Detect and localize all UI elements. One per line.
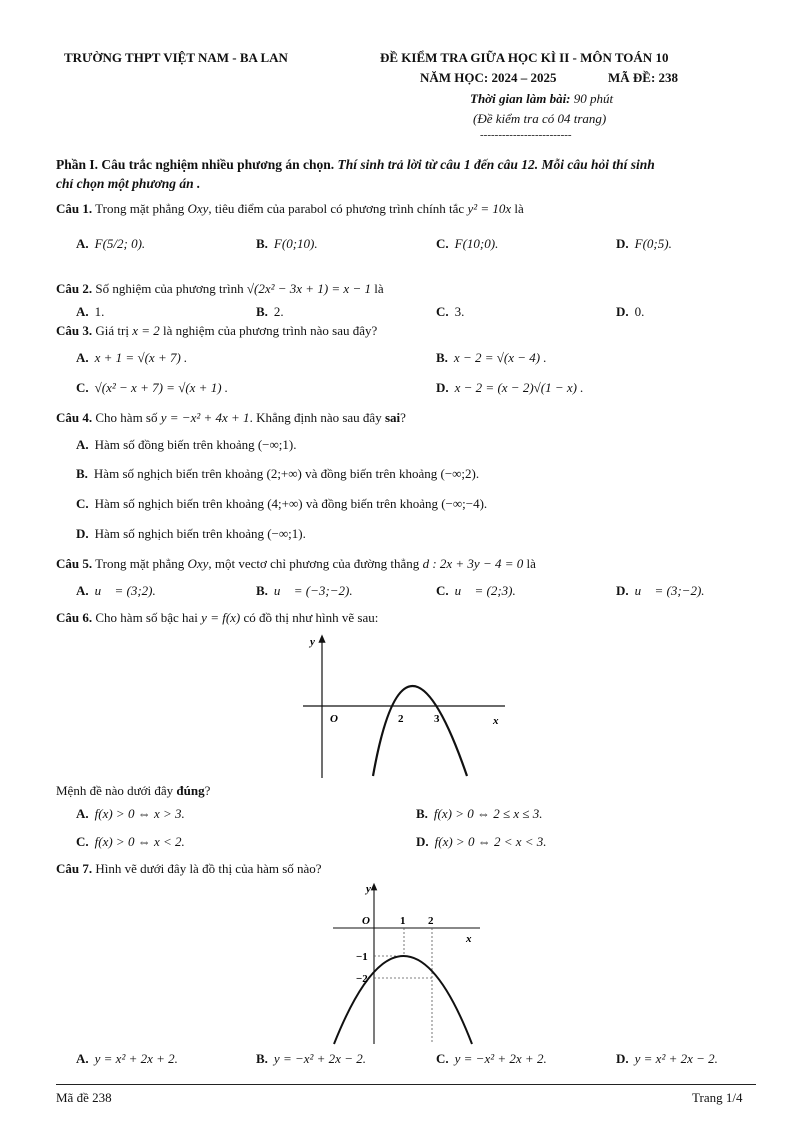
q2-option-a[interactable] xyxy=(76,304,104,320)
q6-x-label: x xyxy=(493,715,499,727)
part1-instruction-2: chỉ chọn một phương án . xyxy=(56,176,201,191)
part1-heading xyxy=(56,157,655,173)
q4-emphasis: sai xyxy=(384,410,401,425)
pages-note: (Đề kiểm tra có 04 trang) xyxy=(473,111,607,126)
q2-option-a-text: 1. xyxy=(94,304,105,319)
q6-parabola xyxy=(373,686,467,776)
q2-option-c-letter: C. xyxy=(436,304,449,319)
question-1 xyxy=(56,201,524,217)
q4-option-b-letter: B. xyxy=(76,466,88,481)
q7-parabola xyxy=(334,956,472,1044)
footer-page: Trang 1/4 xyxy=(692,1090,743,1105)
q5-option-a[interactable] xyxy=(76,583,156,599)
q2-text-a: Số nghiệm của phương trình xyxy=(95,281,244,296)
q5-label: Câu 5. xyxy=(56,556,93,571)
q1-label: Câu 1. xyxy=(56,201,93,216)
q2-option-d-text: 0. xyxy=(634,304,645,319)
q7-option-d[interactable] xyxy=(616,1051,718,1067)
q1-option-c[interactable] xyxy=(436,236,498,252)
q6-equation: y = f(x) xyxy=(201,610,241,625)
q7-option-b-letter: B. xyxy=(256,1051,268,1066)
q1-option-a-text: F(5/2; 0). xyxy=(94,236,146,251)
q7-tick-m1: −1 xyxy=(356,951,368,963)
q6-option-a-letter: A. xyxy=(76,806,89,821)
q2-option-c[interactable] xyxy=(436,304,464,320)
q5-text-b: , một vectơ chỉ phương của đường thẳng xyxy=(208,556,420,571)
q4-option-c[interactable] xyxy=(76,496,487,512)
q7-text-a: Hình vẽ dưới đây là đồ thị của hàm số nào? xyxy=(95,861,322,876)
q5-text-a: Trong mặt phẳng xyxy=(95,556,185,571)
q6-option-d[interactable] xyxy=(416,834,547,850)
q6-prompt-end: ? xyxy=(204,783,211,798)
q6-graph xyxy=(300,630,515,780)
q7-y-label: y xyxy=(366,883,371,895)
question-5 xyxy=(56,556,536,572)
q6-prompt-text: Mệnh đề nào dưới đây xyxy=(56,783,174,798)
q5-option-c-text: u⃗ = (2;3). xyxy=(454,583,516,598)
q6-text-c: có đồ thị như hình vẽ sau: xyxy=(243,610,379,625)
q1-option-c-text: F(10;0). xyxy=(454,236,499,251)
q4-equation: y = −x² + 4x + 1 xyxy=(160,410,250,425)
q6-prompt xyxy=(56,783,210,799)
q7-option-a-text: y = x² + 2x + 2. xyxy=(94,1051,178,1066)
q2-option-a-letter: A. xyxy=(76,304,89,319)
q3-option-d-text: x − 2 = (x − 2)√(1 − x) . xyxy=(454,380,584,395)
question-2 xyxy=(56,281,384,297)
q5-oxy: Oxy xyxy=(187,556,209,571)
exam-year: NĂM HỌC: 2024 – 2025 xyxy=(420,70,557,85)
q4-option-c-letter: C. xyxy=(76,496,89,511)
q7-tick-2: 2 xyxy=(428,915,434,927)
q3-equation: x = 2 xyxy=(132,323,160,338)
q7-option-a[interactable] xyxy=(76,1051,178,1067)
question-7 xyxy=(56,861,322,877)
q3-text-a: Giá trị xyxy=(95,323,129,338)
q6-tick-2: 2 xyxy=(398,713,404,725)
q1-option-d[interactable] xyxy=(616,236,672,252)
q7-option-c[interactable] xyxy=(436,1051,547,1067)
exam-code: MÃ ĐỀ: 238 xyxy=(608,70,679,85)
q6-option-c-letter: C. xyxy=(76,834,89,849)
q2-option-c-text: 3. xyxy=(454,304,465,319)
q6-option-a[interactable] xyxy=(76,806,185,822)
q1-option-a-letter: A. xyxy=(76,236,89,251)
q2-text-c: là xyxy=(374,281,384,296)
q4-option-d-letter: D. xyxy=(76,526,89,541)
q2-option-b-letter: B. xyxy=(256,304,268,319)
q6-option-c-text: f(x) > 0 ⇔ x < 2. xyxy=(94,834,185,849)
exam-title: ĐỀ KIỂM TRA GIỮA HỌC KÌ II - MÔN TOÁN 10 xyxy=(380,50,669,65)
q5-option-d-text: u⃗ = (3;−2). xyxy=(634,583,705,598)
q7-origin-label: O xyxy=(362,915,370,927)
question-4 xyxy=(56,410,406,426)
school-name: TRƯỜNG THPT VIỆT NAM - BA LAN xyxy=(64,50,288,65)
q7-option-a-letter: A. xyxy=(76,1051,89,1066)
q7-option-b[interactable] xyxy=(256,1051,366,1067)
q7-label: Câu 7. xyxy=(56,861,93,876)
time-label: Thời gian làm bài: xyxy=(470,91,571,106)
q3-option-d[interactable] xyxy=(436,380,584,396)
q4-option-a-text: Hàm số đồng biến trên khoảng (−∞;1). xyxy=(94,437,297,452)
time-line xyxy=(470,91,613,107)
q1-option-d-text: F(0;5). xyxy=(634,236,672,251)
q3-option-a-text: x + 1 = √(x + 7) . xyxy=(94,350,188,365)
q4-option-b-text: Hàm số nghịch biến trên khoảng (2;+∞) và đồng biến trên khoảng (−∞;2). xyxy=(93,466,480,481)
q6-label: Câu 6. xyxy=(56,610,93,625)
q6-option-c[interactable] xyxy=(76,834,185,850)
question-6 xyxy=(56,610,378,626)
q3-option-b[interactable] xyxy=(436,350,547,366)
q4-text-c: . Khẳng định nào sau đây xyxy=(249,410,382,425)
q7-x-label: x xyxy=(466,933,472,945)
q6-option-b-letter: B. xyxy=(416,806,428,821)
q5-option-a-text: u⃗ = (3;2). xyxy=(94,583,156,598)
q3-option-c-letter: C. xyxy=(76,380,89,395)
q6-option-b-text: f(x) > 0 ⇔ 2 ≤ x ≤ 3. xyxy=(433,806,543,821)
q4-option-a-letter: A. xyxy=(76,437,89,452)
q3-label: Câu 3. xyxy=(56,323,93,338)
q2-option-b[interactable] xyxy=(256,304,284,320)
q3-option-b-text: x − 2 = √(x − 4) . xyxy=(453,350,547,365)
q5-option-a-letter: A. xyxy=(76,583,89,598)
q1-text-a: Trong mặt phẳng xyxy=(95,201,185,216)
question-3 xyxy=(56,323,377,339)
q2-option-d[interactable] xyxy=(616,304,644,320)
q1-oxy: Oxy xyxy=(187,201,209,216)
q6-origin-label: O xyxy=(330,713,338,725)
q1-option-a[interactable] xyxy=(76,236,145,252)
q3-text-c: là nghiệm của phương trình nào sau đây? xyxy=(163,323,378,338)
q4-option-d-text: Hàm số nghịch biến trên khoảng (−∞;1). xyxy=(94,526,306,541)
q6-option-d-text: f(x) > 0 ⇔ 2 < x < 3. xyxy=(434,834,547,849)
part1-instruction: Thí sinh trả lời từ câu 1 đến câu 12. Mỗi câu hỏi thí sinh xyxy=(337,157,655,172)
q5-text-c: là xyxy=(526,556,536,571)
q1-option-b-letter: B. xyxy=(256,236,268,251)
q3-option-c[interactable] xyxy=(76,380,228,396)
q3-option-d-letter: D. xyxy=(436,380,449,395)
q4-label: Câu 4. xyxy=(56,410,93,425)
q3-option-c-text: √(x² − x + 7) = √(x + 1) . xyxy=(94,380,229,395)
q6-tick-3: 3 xyxy=(434,713,440,725)
q4-text-d: ? xyxy=(400,410,406,425)
header-separator: ------------------------- xyxy=(480,129,572,141)
q5-option-c-letter: C. xyxy=(436,583,449,598)
q6-emphasis: đúng xyxy=(176,783,205,798)
q1-option-c-letter: C. xyxy=(436,236,449,251)
q2-option-d-letter: D. xyxy=(616,304,629,319)
q7-tick-1: 1 xyxy=(400,915,406,927)
q4-option-a[interactable] xyxy=(76,437,296,453)
q6-option-d-letter: D. xyxy=(416,834,429,849)
q7-option-c-text: y = −x² + 2x + 2. xyxy=(454,1051,547,1066)
q5-option-c[interactable] xyxy=(436,583,516,599)
q1-equation: y² = 10x xyxy=(467,201,512,216)
q6-y-label: y xyxy=(310,636,315,648)
q3-option-a-letter: A. xyxy=(76,350,89,365)
q2-option-b-text: 2. xyxy=(273,304,284,319)
q1-text-c: là xyxy=(514,201,524,216)
q4-option-c-text: Hàm số nghịch biến trên khoảng (4;+∞) và đồng biến trên khoảng (−∞;−4). xyxy=(94,496,488,511)
q1-option-b[interactable] xyxy=(256,236,318,252)
q6-option-b[interactable] xyxy=(416,806,543,822)
time-value: 90 phút xyxy=(573,91,614,106)
q5-option-d[interactable] xyxy=(616,583,705,599)
q7-option-d-letter: D. xyxy=(616,1051,629,1066)
q5-option-b-text: u⃗ = (−3;−2). xyxy=(273,583,353,598)
q7-option-b-text: y = −x² + 2x − 2. xyxy=(273,1051,366,1066)
q7-option-c-letter: C. xyxy=(436,1051,449,1066)
q5-equation: d : 2x + 3y − 4 = 0 xyxy=(422,556,524,571)
q4-option-b[interactable] xyxy=(76,466,479,482)
q5-option-b[interactable] xyxy=(256,583,353,599)
footer-divider xyxy=(56,1084,756,1085)
q1-option-b-text: F(0;10). xyxy=(273,236,318,251)
q6-option-a-text: f(x) > 0 ⇔ x > 3. xyxy=(94,806,185,821)
footer-code: Mã đề 238 xyxy=(56,1090,112,1105)
part1-title: Phần I. Câu trắc nghiệm nhiều phương án chọn. xyxy=(56,157,335,172)
q3-option-b-letter: B. xyxy=(436,350,448,365)
q7-tick-m2: −2 xyxy=(356,973,368,985)
q6-text-a: Cho hàm số bậc hai xyxy=(95,610,198,625)
q2-equation: √(2x² − 3x + 1) = x − 1 xyxy=(246,281,371,296)
q5-option-d-letter: D. xyxy=(616,583,629,598)
q1-option-d-letter: D. xyxy=(616,236,629,251)
q4-option-d[interactable] xyxy=(76,526,306,542)
q2-label: Câu 2. xyxy=(56,281,93,296)
q4-text-a: Cho hàm số xyxy=(95,410,158,425)
q7-graph xyxy=(330,880,490,1046)
q5-option-b-letter: B. xyxy=(256,583,268,598)
q3-option-a[interactable] xyxy=(76,350,187,366)
q7-option-d-text: y = x² + 2x − 2. xyxy=(634,1051,718,1066)
q1-text-b: , tiêu điểm của parabol có phương trình chính tắc xyxy=(208,201,465,216)
